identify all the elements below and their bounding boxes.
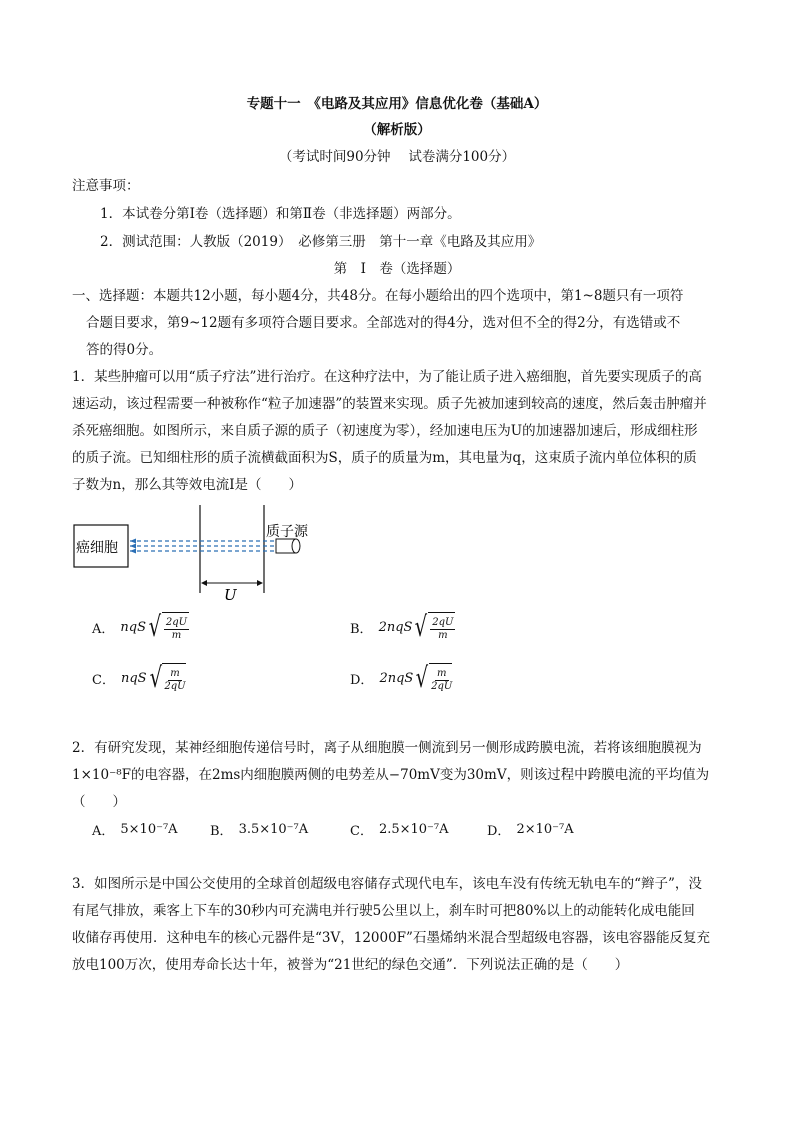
option-letter: B． xyxy=(350,621,373,637)
notes-item: 1．本试卷分第Ⅰ卷（选择题）和第Ⅱ卷（非选择题）两部分。 xyxy=(100,206,461,222)
q1-text: 子数为n，那么其等效电流I是（ ） xyxy=(72,477,303,493)
option-numerator: 2qU xyxy=(165,617,188,628)
q1-text: 速运动，该过程需要一种被称作“粒子加速器”的装置来实现。质子先被加速到较高的速度，然后轰击肿瘤并 xyxy=(72,396,707,412)
q1-text: 1．某些肿瘤可以用“质子疗法”进行治疗。在这种疗法中，为了能让质子进入癌细胞，首先要实现质子的高 xyxy=(72,369,702,385)
dimension-arrow-icon xyxy=(201,580,207,586)
q2-option-b[interactable] xyxy=(210,820,308,839)
proton-source-label: 质子源 xyxy=(266,524,308,540)
option-value: 2.5×10⁻⁷A xyxy=(378,822,449,837)
option-letter: C． xyxy=(350,824,373,839)
option-value: 5×10⁻⁷A xyxy=(120,822,178,837)
option-letter: B． xyxy=(210,824,233,839)
q2-option-d[interactable] xyxy=(487,820,574,839)
section-instruction: 一、选择题：本题共12小题，每小题4分，共48分。在每小题给出的四个选项中，第1~8题只有一项符 xyxy=(72,288,684,304)
option-coefficient: 2nqS xyxy=(379,670,414,686)
option-coefficient: 2nqS xyxy=(378,619,413,635)
option-letter: C． xyxy=(92,672,115,688)
q2-text: 1×10⁻⁸F的电容器，在2ms内细胞膜两侧的电势差从−70mV变为30mV，则该过程中跨膜电流的平均值为 xyxy=(72,767,710,783)
q3-text: 3．如图所示是中国公交使用的全球首创超级电容储存式现代电车，该电车没有传统无轨电车的“辫子”，没 xyxy=(72,876,702,892)
option-letter: D． xyxy=(350,672,374,688)
q1-option-d[interactable]: D． 2nqS √ $\frac{m}{2qU}$ xyxy=(350,661,453,694)
q3-text: 有尾气排放，乘客上下车的30秒内可充满电并行驶5公里以上，刹车时可把80%以上的动能转化成电能回 xyxy=(72,903,695,919)
voltage-label: U xyxy=(224,586,237,603)
option-letter: A． xyxy=(92,824,115,839)
proton-source-end xyxy=(292,539,300,553)
beam-arrow-icon xyxy=(130,539,136,544)
doc-subtitle: （解析版） xyxy=(363,122,431,138)
section-title: 第 Ⅰ 卷（选择题） xyxy=(333,261,461,277)
dimension-arrow-icon xyxy=(257,580,263,586)
option-value: 2×10⁻⁷A xyxy=(516,822,574,837)
q1-option-a[interactable]: A． nqS √ $\frac{2qU}{m}$ xyxy=(92,610,188,643)
section-instruction: 答的得0分。 xyxy=(86,342,163,358)
q2-text: （ ） xyxy=(72,794,126,810)
option-numerator: m xyxy=(437,668,447,679)
option-value: 3.5×10⁻⁷A xyxy=(238,822,309,837)
q2-option-c[interactable] xyxy=(350,820,449,839)
cancer-cell-label: 癌细胞 xyxy=(76,540,118,556)
option-numerator: m xyxy=(170,668,180,679)
option-coefficient: nqS xyxy=(120,619,146,635)
q1-accelerator-figure xyxy=(70,503,330,603)
q2-text: 2．有研究发现，某神经细胞传递信号时，离子从细胞膜一侧流到另一侧形成跨膜电流，若将该细胞膜视为 xyxy=(72,740,702,756)
beam-arrow-icon xyxy=(130,549,136,554)
option-denominator: m xyxy=(438,630,448,641)
doc-title: 专题十一 《电路及其应用》信息优化卷（基础A） xyxy=(246,96,548,112)
option-denominator: m xyxy=(171,630,182,641)
q3-text: 收储存再使用．这种电车的核心元器件是“3V，12000F”石墨烯纳米混合型超级电容器，该电容器能反复充 xyxy=(72,930,710,946)
option-denominator: 2qU xyxy=(431,681,453,692)
option-coefficient: nqS xyxy=(120,670,147,686)
q3-text: 放电100万次，使用寿命长达十年，被誉为“21世纪的绿色交通”．下列说法正确的是（ ） xyxy=(72,957,629,973)
q1-text: 的质子流。已知细柱形的质子流横截面积为S，质子的质量为m，其电量为q，这束质子流内单位体积的质 xyxy=(72,450,697,466)
q1-option-c[interactable]: C． nqS √ $\frac{m}{2qU}$ xyxy=(92,661,186,694)
option-letter: A． xyxy=(92,621,115,637)
exam-info: （考试时间90分钟 试卷满分100分） xyxy=(278,149,516,165)
beam-arrow-icon xyxy=(130,544,136,549)
q1-option-b[interactable]: B． 2nqS √ $\frac{2qU}{m}$ xyxy=(350,610,454,643)
q2-option-a[interactable] xyxy=(92,820,178,839)
option-numerator: 2qU xyxy=(432,617,454,628)
notes-item: 2．测试范围：人教版（2019） 必修第三册 第十一章《电路及其应用》 xyxy=(100,234,542,250)
option-letter: D． xyxy=(487,824,511,839)
section-instruction: 合题目要求，第9~12题有多项符合题目要求。全部选对的得4分，选对但不全的得2分，有选错或不 xyxy=(86,315,681,331)
q1-text: 杀死癌细胞。如图所示，来自质子源的质子（初速度为零），经加速电压为U的加速器加速后，形成细柱形 xyxy=(72,423,698,439)
notes-heading: 注意事项： xyxy=(72,178,140,194)
option-denominator: 2qU xyxy=(164,681,186,692)
